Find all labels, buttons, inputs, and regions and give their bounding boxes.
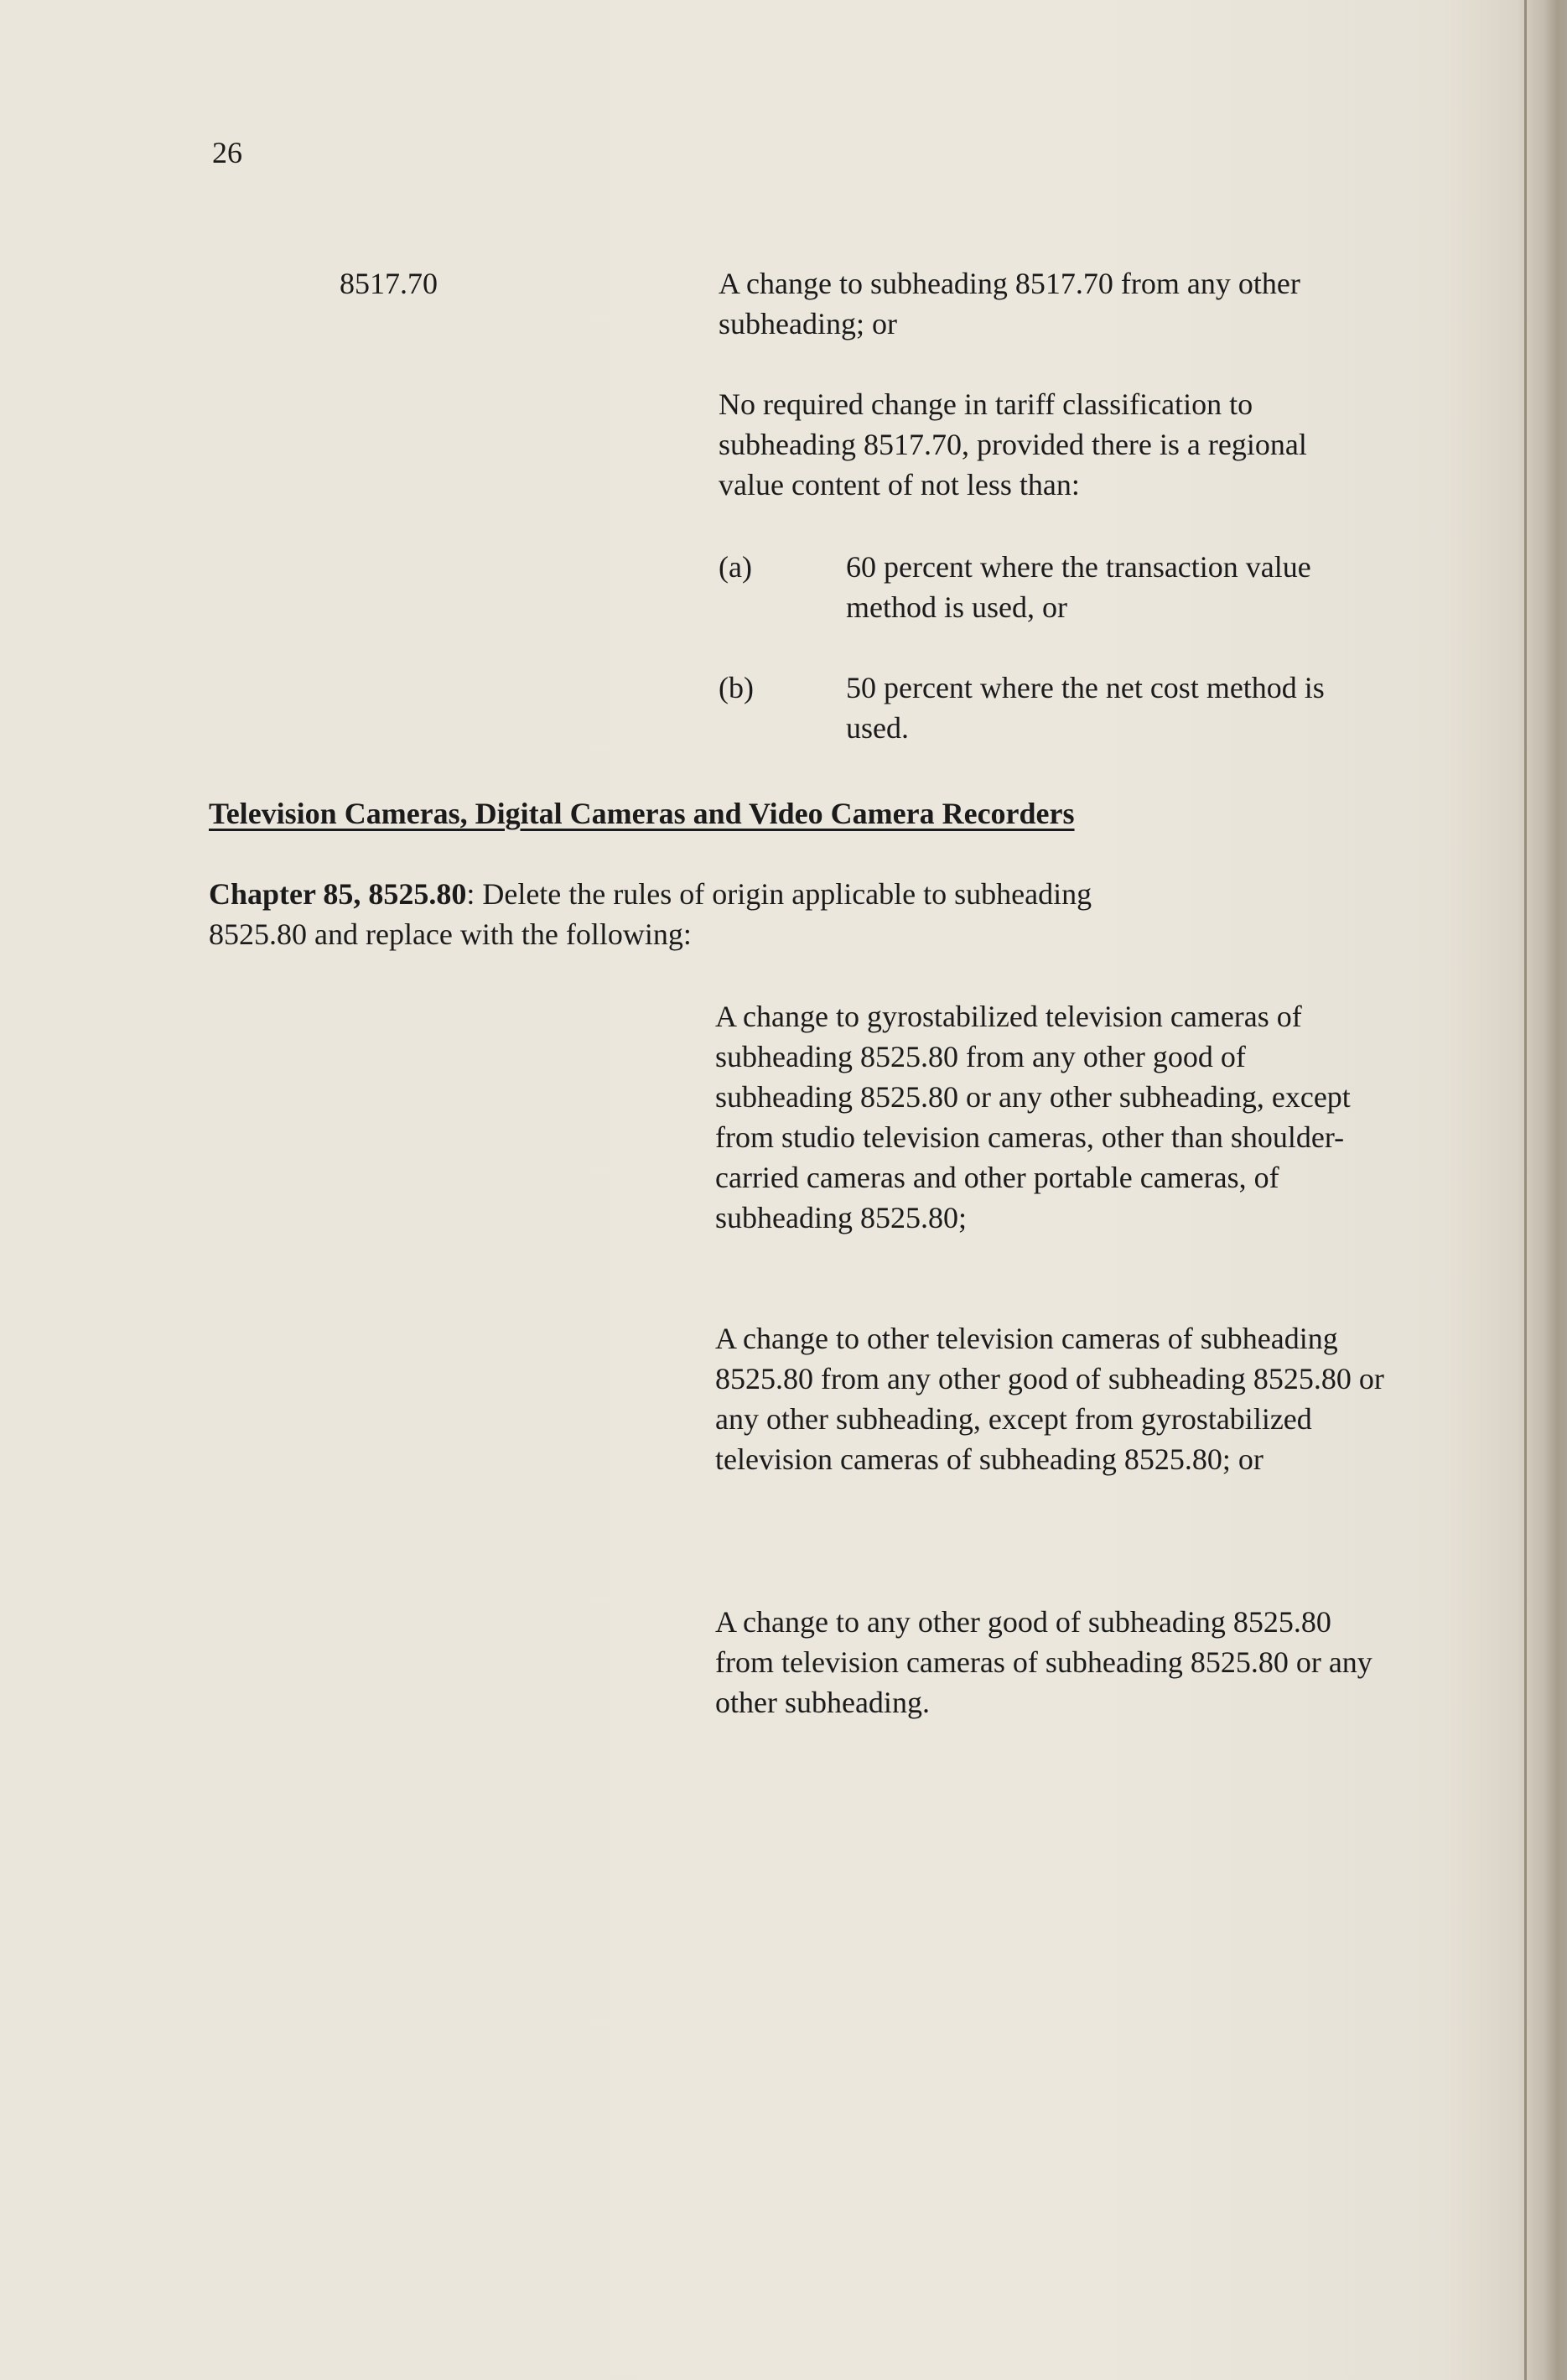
page-number: 26: [212, 136, 242, 169]
page-edge-line: [1524, 0, 1527, 2380]
new-rule-1: A change to gyrostabilized television cameras of subheading 8525.80 from any other good of subheading 8525.80 or any other subheading, except from studio television cameras, other than shoulder-carried cameras and other portable cameras, of subheading 8525.80;: [715, 1000, 1351, 1234]
new-rule-3: A change to any other good of subheading 8525.80 from television cameras of subheading 8525.80 or any other subheading.: [715, 1605, 1372, 1719]
tariff-code: 8517.70: [340, 267, 438, 300]
rule-of-origin-2: No required change in tariff classification to subheading 8517.70, provided there is a regional value content of not less than:: [719, 387, 1307, 501]
new-rule-2: A change to other television cameras of subheading 8525.80 from any other good of subheading 8525.80 or any other subheading, except from gyrostabilized television cameras of subheading 8525.80; or: [715, 1322, 1384, 1476]
alternative-a-text: 60 percent where the transaction value method is used, or: [846, 550, 1311, 624]
chapter-instruction-text: : Delete the rules of origin applicable to subheading 8525.80 and replace with the following:: [209, 877, 1092, 951]
chapter-reference: Chapter 85, 8525.80: [209, 877, 467, 911]
alternative-b-label: (b): [719, 671, 754, 704]
rule-of-origin-1: A change to subheading 8517.70 from any other subheading; or: [719, 267, 1300, 340]
section-heading: Television Cameras, Digital Cameras and Video Camera Recorders: [209, 797, 1075, 830]
alternative-b-text: 50 percent where the net cost method is used.: [846, 671, 1325, 745]
alternative-a-label: (a): [719, 550, 752, 584]
chapter-instruction: [209, 874, 1131, 954]
